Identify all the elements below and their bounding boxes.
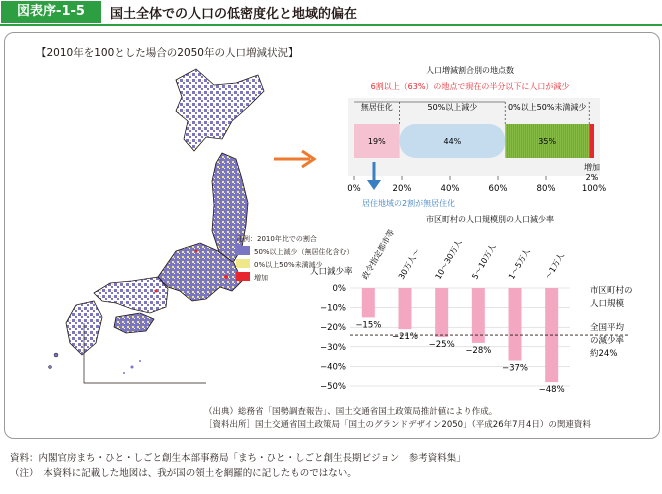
x-tick-label: 80% xyxy=(536,184,556,194)
stack-category-label-1: 無居住化 xyxy=(360,103,393,112)
down-arrow-head-icon xyxy=(367,180,381,190)
bar-category-label-5: 1〜5万人 xyxy=(506,246,532,281)
bar-category-label-6: 〜1万人 xyxy=(543,251,566,281)
y-tick-label: −30% xyxy=(319,342,346,353)
population-decline-chart xyxy=(300,218,640,404)
chart-xlabel: 市区町村の人口規模 xyxy=(590,286,633,309)
legend-title: 凡例：2010年比での割合 xyxy=(236,235,317,243)
legend-label: 増加 xyxy=(254,274,268,282)
bar-category-label-3: 10〜30万人 xyxy=(433,238,464,281)
bar-category-label-4: 5〜10万人 xyxy=(470,242,498,281)
stack-value-label-2: 44% xyxy=(443,137,462,146)
stack-category-label-3: 0%以上50%未満減少 xyxy=(507,103,587,112)
map-hokkaido xyxy=(176,69,264,151)
map-inset-frame xyxy=(84,323,206,383)
figure-number: 図表序-1-5 xyxy=(1,1,101,23)
chart-annotation-bottom: 居住地域の2割が無居住化 xyxy=(362,199,456,208)
figure-header xyxy=(0,0,662,26)
legend-swatch xyxy=(236,246,250,255)
bar-value-label-3: −25% xyxy=(428,340,455,350)
source-line: ［資料出所］国土交通省国土政策局「国土のグランドデザイン2050」（平成26年7月4日）の関連資料 xyxy=(204,420,591,430)
bar-value-label-5: −37% xyxy=(501,363,529,374)
bar-2 xyxy=(399,288,412,329)
x-tick-label: 40% xyxy=(440,184,460,194)
chart-ylabel: 人口減少率 xyxy=(310,267,353,277)
legend-label: 0%以上50%未満減少 xyxy=(254,261,323,269)
y-tick-label: −20% xyxy=(319,323,346,334)
japan-map xyxy=(36,55,286,395)
source-block xyxy=(204,406,591,432)
x-tick-label: 0% xyxy=(347,184,361,194)
chart-annotation-top: 6割以上（63%）の地点で現在の半分以下に人口が減少 xyxy=(370,82,570,91)
stack-segment-4 xyxy=(589,124,594,158)
stacked-bar-chart xyxy=(330,60,630,230)
map-shikoku xyxy=(114,313,154,333)
reference-line-label: 全国平均の減少率約24% xyxy=(590,323,625,359)
stack-value-label-4: 2% xyxy=(585,173,599,182)
bar-category-label-1: 政令指定都市等 xyxy=(360,228,397,281)
chart-title: 人口増減割合別の地点数 xyxy=(426,66,514,75)
figure-title: 国土全体での人口の低密度化と地域的偏在 xyxy=(110,7,358,22)
right-arrow-icon xyxy=(272,148,320,170)
stack-category-label-4: 増加 xyxy=(584,163,600,172)
bar-value-label-1: −15% xyxy=(355,320,382,331)
bar-5 xyxy=(509,288,522,361)
bar-value-label-2: −21% xyxy=(391,332,419,343)
legend-swatch xyxy=(236,272,250,281)
stack-value-label-1: 19% xyxy=(367,137,386,146)
source-line: （出典）総務省「国勢調査報告」、国土交通省国土政策局推計値により作成。 xyxy=(204,407,498,417)
x-tick-label: 60% xyxy=(488,184,508,194)
note-line: 資料：内閣官房まち・ひと・しごと創生本部事務局「まち・ひと・しごと創生長期ビジョン 参考資料集」 xyxy=(10,453,466,464)
stack-value-label-3: 35% xyxy=(538,137,557,146)
y-tick-label: −40% xyxy=(319,362,346,373)
x-tick-label: 100% xyxy=(581,184,607,194)
map-title: 【2010年を100とした場合の2050年の人口増減状況】 xyxy=(36,47,299,59)
y-tick-label: 0% xyxy=(332,284,346,294)
legend-swatch xyxy=(236,259,250,268)
map-kinki-chugoku xyxy=(94,277,168,313)
note-line: （注） 本資料に記載した地図は、我が国の領土を網羅的に記したものではない。 xyxy=(10,468,357,479)
x-tick-label: 20% xyxy=(392,184,412,194)
bar-value-label-6: −48% xyxy=(538,385,565,396)
legend-label: 50%以上減少（無居住化含む） xyxy=(254,248,354,256)
bar-1 xyxy=(362,288,375,317)
bar-value-label-4: −28% xyxy=(465,345,492,356)
notes-block xyxy=(10,451,466,481)
bar-category-label-2: 30万人〜 xyxy=(396,246,422,281)
y-tick-label: −10% xyxy=(319,303,346,314)
chart-subtitle: 市区町村の人口規模別の人口減少率 xyxy=(426,215,554,224)
stack-category-label-2: 50%以上減少 xyxy=(427,103,478,112)
y-tick-label: −50% xyxy=(319,382,346,392)
bar-3 xyxy=(435,288,448,337)
